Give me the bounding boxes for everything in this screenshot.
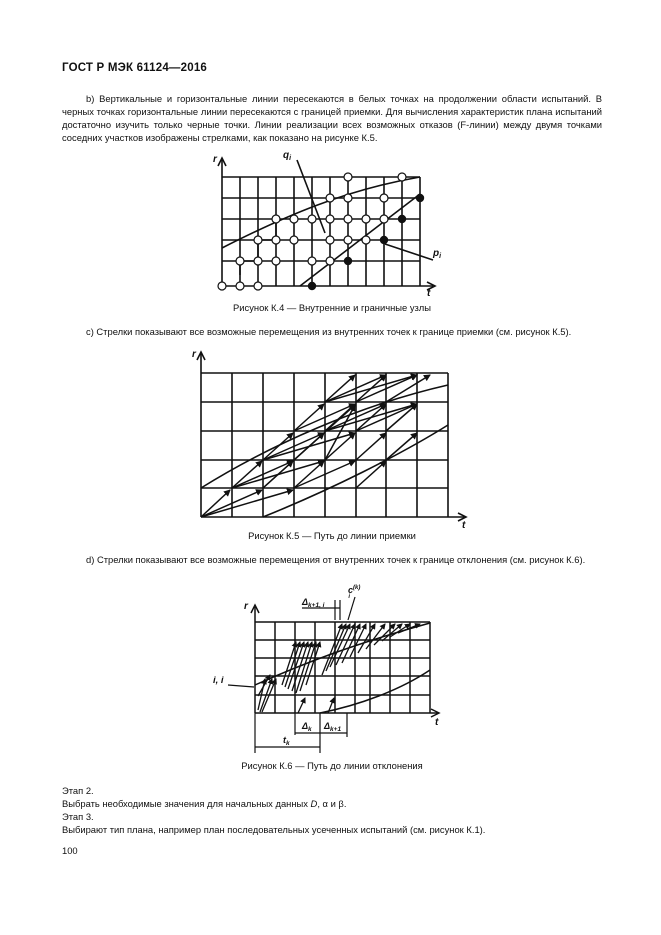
k6-label-delta-k: $\Delta_k$ xyxy=(302,721,312,733)
figure-k5-caption: Рисунок К.5 — Путь до линии приемки xyxy=(248,530,416,541)
figure-k4-diagram xyxy=(205,148,445,298)
paragraph-d: d) Стрелки показывают все возможные перемещения от внутренних точек к границе отклонения (см. рисунок К.6). xyxy=(86,554,586,565)
k4-label-p: $p_i$ xyxy=(433,248,442,260)
figure-k4-caption: Рисунок К.4 — Внутренние и граничные узлы xyxy=(233,302,431,313)
stage-3-heading: Этап 3. xyxy=(62,811,94,822)
paragraph-c: c) Стрелки показывают все возможные перемещения из внутренних точек к границе приемки (см. рисунок К.5). xyxy=(86,326,572,337)
paragraph-b: b) Вертикальные и горизонтальные линии пересекаются в белых точках на продолжении области испытаний. В черных точках горизонтальные линии пересекаются с границей приемки. Для вычисления характеристик плана испытаний достаточно изучить только черные точки. Линии реализации всех возможных отказов (F-линии) между двумя точками соседних участков изображены стрелками, как показано на рисунке К.5. xyxy=(62,93,602,143)
page-number: 100 xyxy=(62,845,78,856)
k4-label-q: $q_i$ xyxy=(283,150,292,162)
figure-k6-caption: Рисунок К.6 — Путь до линии отклонения xyxy=(241,760,423,771)
k6-label-c: $c^{(k)}$ i xyxy=(348,585,361,600)
k6-axis-r-label: r xyxy=(244,601,248,612)
k4-axis-r-label: r xyxy=(213,154,217,165)
figure-k6-diagram xyxy=(210,575,455,755)
k5-axis-t-label: t xyxy=(462,520,466,531)
stage-2-heading: Этап 2. xyxy=(62,785,94,796)
document-header: ГОСТ Р МЭК 61124—2016 xyxy=(62,62,208,74)
k6-label-ij: i, i xyxy=(213,675,224,686)
figure-k5-diagram xyxy=(190,345,475,531)
k4-axis-t-label: t xyxy=(427,288,431,299)
k6-label-tk: $t_k$ xyxy=(283,735,290,747)
stage-2-text: Выбрать необходимые значения для начальных данных D, α и β. xyxy=(62,798,347,809)
stage-3-text: Выбирают тип плана, например план последовательных усеченных испытаний (см. рисунок К.1). xyxy=(62,824,486,835)
k5-axis-r-label: r xyxy=(192,349,196,360)
k6-axis-t-label: t xyxy=(435,717,439,728)
k6-label-delta-top: $\Delta_{k+1, i}$ xyxy=(302,597,325,609)
k6-label-delta-k1: $\Delta_{k+1}$ xyxy=(324,721,342,733)
